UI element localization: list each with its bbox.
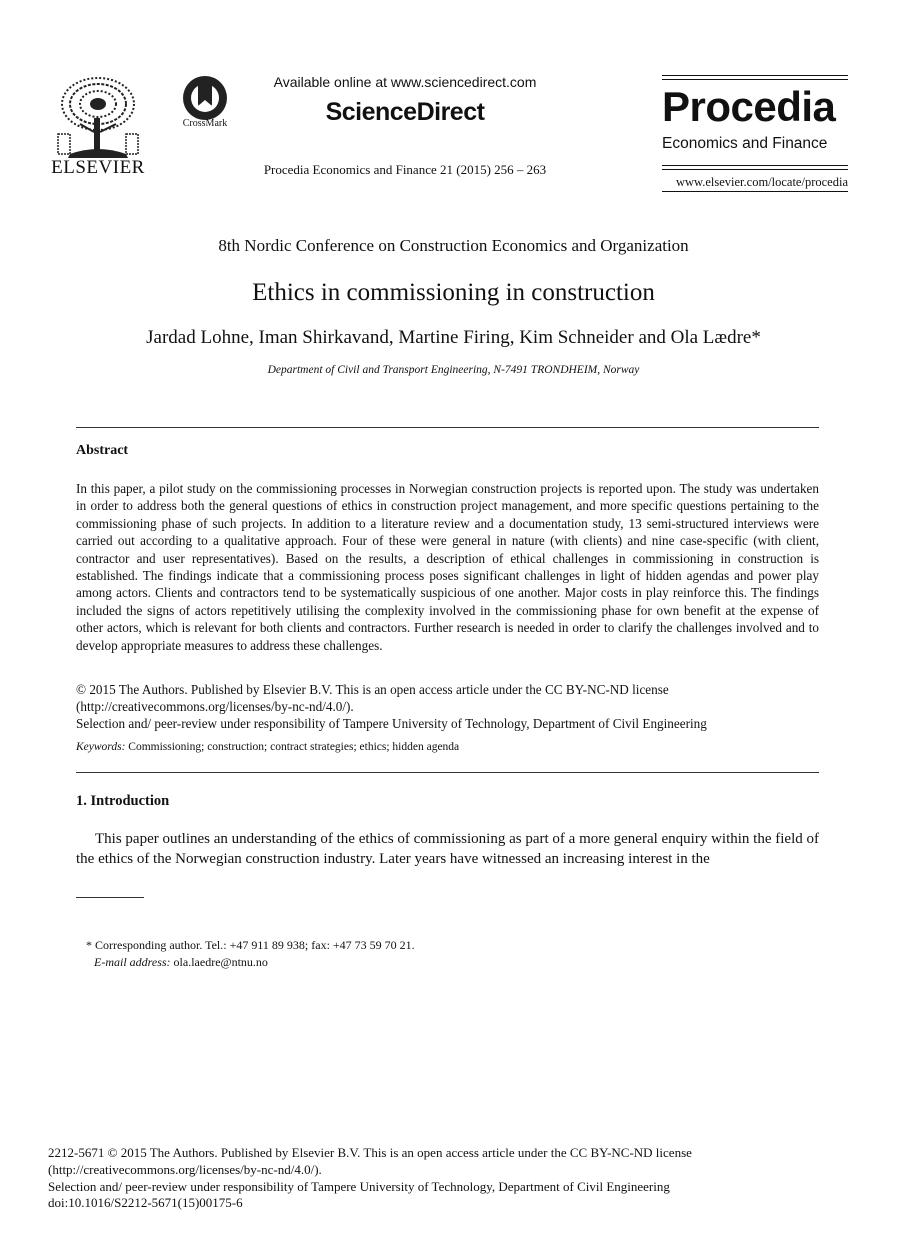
bottom-peer-review: Selection and/ peer-review under responsibility of Tampere University of Technology, Department of Civil Engineering xyxy=(48,1178,670,1194)
footnote-rule xyxy=(76,897,144,898)
email-address[interactable]: ola.laedre@ntnu.no xyxy=(173,955,268,969)
keywords xyxy=(76,741,819,753)
procedia-subtitle: Economics and Finance xyxy=(662,135,828,152)
footnote xyxy=(86,937,415,971)
copyright-line: © 2015 The Authors. Published by Elsevier B.V. This is an open access article under the CC BY-NC-ND license xyxy=(76,682,669,697)
publisher-name: ELSEVIER xyxy=(51,157,145,178)
abstract-text: In this paper, a pilot study on the commissioning processes in Norwegian construction projects is reported upon. The study was undertaken in order to address both the general questions of ethics in construction project management, and more specific questions pertaining to the commissioning phase of such projects. In addition to a literature review and a documentation study, 13 semi-structured interviews were carried out according to a qualitative approach. Four of these were general in nature (with clients) and nine case-specific (with client, contractor and user representatives). Based on the results, a description of ethical challenges in commissioning in construction is established. The findings indicate that a commissioning process poses significant challenges in light of hidden agendas and power play among actors. Clients and contractors tend to be systematically suspicious of one another. Major costs in play reinforce this. The findings included the signs of actors repetitively utilising the complexity involved in the commissioning phase for own benefit at the expense of other actors, which is relevant for both clients and contractors. Further research is needed in order to clarify the challenges involved and to develop appropriate measures to address these challenges. xyxy=(76,481,819,653)
procedia-top-rule xyxy=(662,75,848,76)
keywords-list: Commissioning; construction; contract strategies; ethics; hidden agenda xyxy=(128,741,460,753)
introduction-text: This paper outlines an understanding of the ethics of commissioning as part of a more general enquiry within the field of the ethics of the Norwegian construction industry. Later years have witnessed an increasing interest in the xyxy=(76,831,819,867)
doi[interactable]: doi:10.1016/S2212-5671(15)00175-6 xyxy=(48,1195,243,1211)
corresponding-author: * Corresponding author. Tel.: +47 911 89 938; fax: +47 73 59 70 21. xyxy=(86,938,415,952)
peer-review-line: Selection and/ peer-review under responsibility of Tampere University of Technology, Department of Civil Engineering xyxy=(76,716,707,731)
procedia-bottom-rule xyxy=(662,191,848,192)
bottom-license-link[interactable]: (http://creativecommons.org/licenses/by-nc-nd/4.0/). xyxy=(48,1161,322,1177)
author-list: Jardad Lohne, Iman Shirkavand, Martine Firing, Kim Schneider and Ola Lædre* xyxy=(146,327,761,348)
procedia-title: Procedia xyxy=(662,83,836,130)
abstract-top-rule xyxy=(76,427,819,428)
bottom-matter xyxy=(48,1145,692,1212)
conference-name: 8th Nordic Conference on Construction Economics and Organization xyxy=(218,236,689,255)
affiliation: Department of Civil and Transport Engineering, N-7491 TRONDHEIM, Norway xyxy=(267,364,640,376)
procedia-top-rule-2 xyxy=(662,79,848,80)
procedia-url[interactable]: www.elsevier.com/locate/procedia xyxy=(675,175,848,189)
email-label: E-mail address: xyxy=(94,955,171,969)
abstract-bottom-rule xyxy=(76,772,819,773)
license-link[interactable]: (http://creativecommons.org/licenses/by-nc-nd/4.0/). xyxy=(76,699,354,714)
sciencedirect-logo: ScienceDirect xyxy=(325,98,485,126)
procedia-mid-rule xyxy=(662,165,848,166)
abstract-heading: Abstract xyxy=(76,443,129,458)
crossmark-label: CrossMark xyxy=(182,118,228,129)
email-line xyxy=(86,954,415,971)
article-title: Ethics in commissioning in construction xyxy=(252,279,655,306)
keywords-label: Keywords: xyxy=(76,741,126,753)
available-online-text: Available online at www.sciencedirect.com xyxy=(273,74,537,90)
journal-reference: Procedia Economics and Finance 21 (2015) 256 – 263 xyxy=(263,162,547,177)
issn-copyright: 2212-5671 © 2015 The Authors. Published by Elsevier B.V. This is an open access article under the CC BY-NC-ND license xyxy=(48,1145,692,1160)
copyright-block xyxy=(76,681,819,732)
introduction-heading: 1. Introduction xyxy=(76,793,170,809)
procedia-mid-rule-2 xyxy=(662,169,848,170)
